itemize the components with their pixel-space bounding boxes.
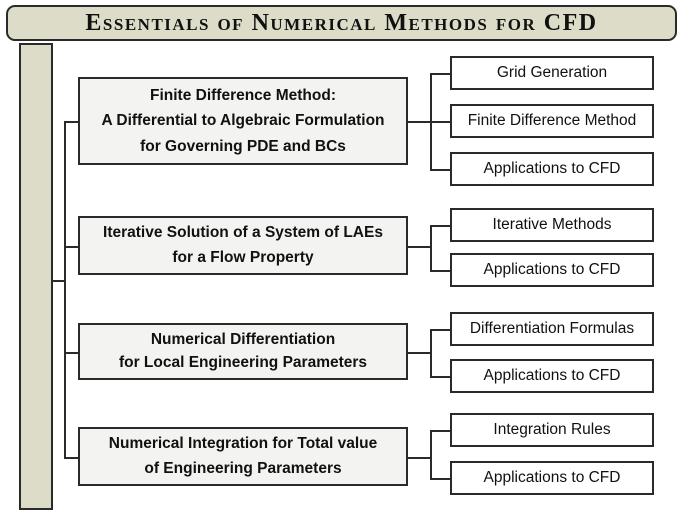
- title-banner: [6, 5, 677, 41]
- subtopic-connector: [430, 478, 450, 480]
- branch-vertical: [430, 225, 432, 272]
- branch-connector: [408, 121, 430, 123]
- trunk-connector: [64, 121, 66, 459]
- topic-box: [78, 427, 408, 486]
- topic-connector: [64, 352, 78, 354]
- topic-line: for Local Engineering Parameters: [118, 354, 368, 372]
- branch-vertical: [430, 430, 432, 480]
- branch-connector: [408, 352, 430, 354]
- topic-connector: [64, 121, 78, 123]
- subtopic-connector: [430, 73, 450, 75]
- topic-line: for a Flow Property: [172, 248, 314, 266]
- subtopic-box: Applications to CFD: [450, 152, 654, 186]
- subtopic-box: Integration Rules: [450, 413, 654, 447]
- subtopic-box: Applications to CFD: [450, 461, 654, 495]
- topic-line: Numerical Differentiation: [150, 330, 336, 348]
- diagram-title: Essentials of Numerical Methods for CFD: [85, 9, 598, 36]
- subtopic-box: Applications to CFD: [450, 359, 654, 393]
- topic-connector: [64, 457, 78, 459]
- topic-line: Numerical Integration for Total value: [108, 435, 378, 453]
- subtopic-connector: [430, 376, 450, 378]
- topic-line: for Governing PDE and BCs: [140, 137, 346, 155]
- subtopic-connector: [430, 270, 450, 272]
- topic-line: of Engineering Parameters: [144, 459, 342, 477]
- topic-box: [78, 216, 408, 275]
- topic-connector: [64, 246, 78, 248]
- subtopic-connector: [430, 329, 450, 331]
- topic-line: Iterative Solution of a System of LAEs: [103, 224, 383, 242]
- subtopic-box: Applications to CFD: [450, 253, 654, 287]
- subtopic-box: Finite Difference Method: [450, 104, 654, 138]
- spine-bar: [19, 43, 53, 510]
- topic-box: [78, 323, 408, 380]
- spine-connector: [53, 280, 64, 282]
- subtopic-connector: [430, 169, 450, 171]
- subtopic-box: Iterative Methods: [450, 208, 654, 242]
- branch-connector: [408, 246, 430, 248]
- branch-connector: [408, 457, 430, 459]
- subtopic-connector: [430, 430, 450, 432]
- topic-box: [78, 77, 408, 165]
- branch-vertical: [430, 329, 432, 378]
- topic-line: A Differential to Algebraic Formulation: [101, 112, 385, 129]
- subtopic-box: Grid Generation: [450, 56, 654, 90]
- subtopic-connector: [430, 225, 450, 227]
- subtopic-connector: [430, 121, 450, 123]
- subtopic-box: Differentiation Formulas: [450, 312, 654, 346]
- topic-line: Finite Difference Method:: [149, 86, 336, 104]
